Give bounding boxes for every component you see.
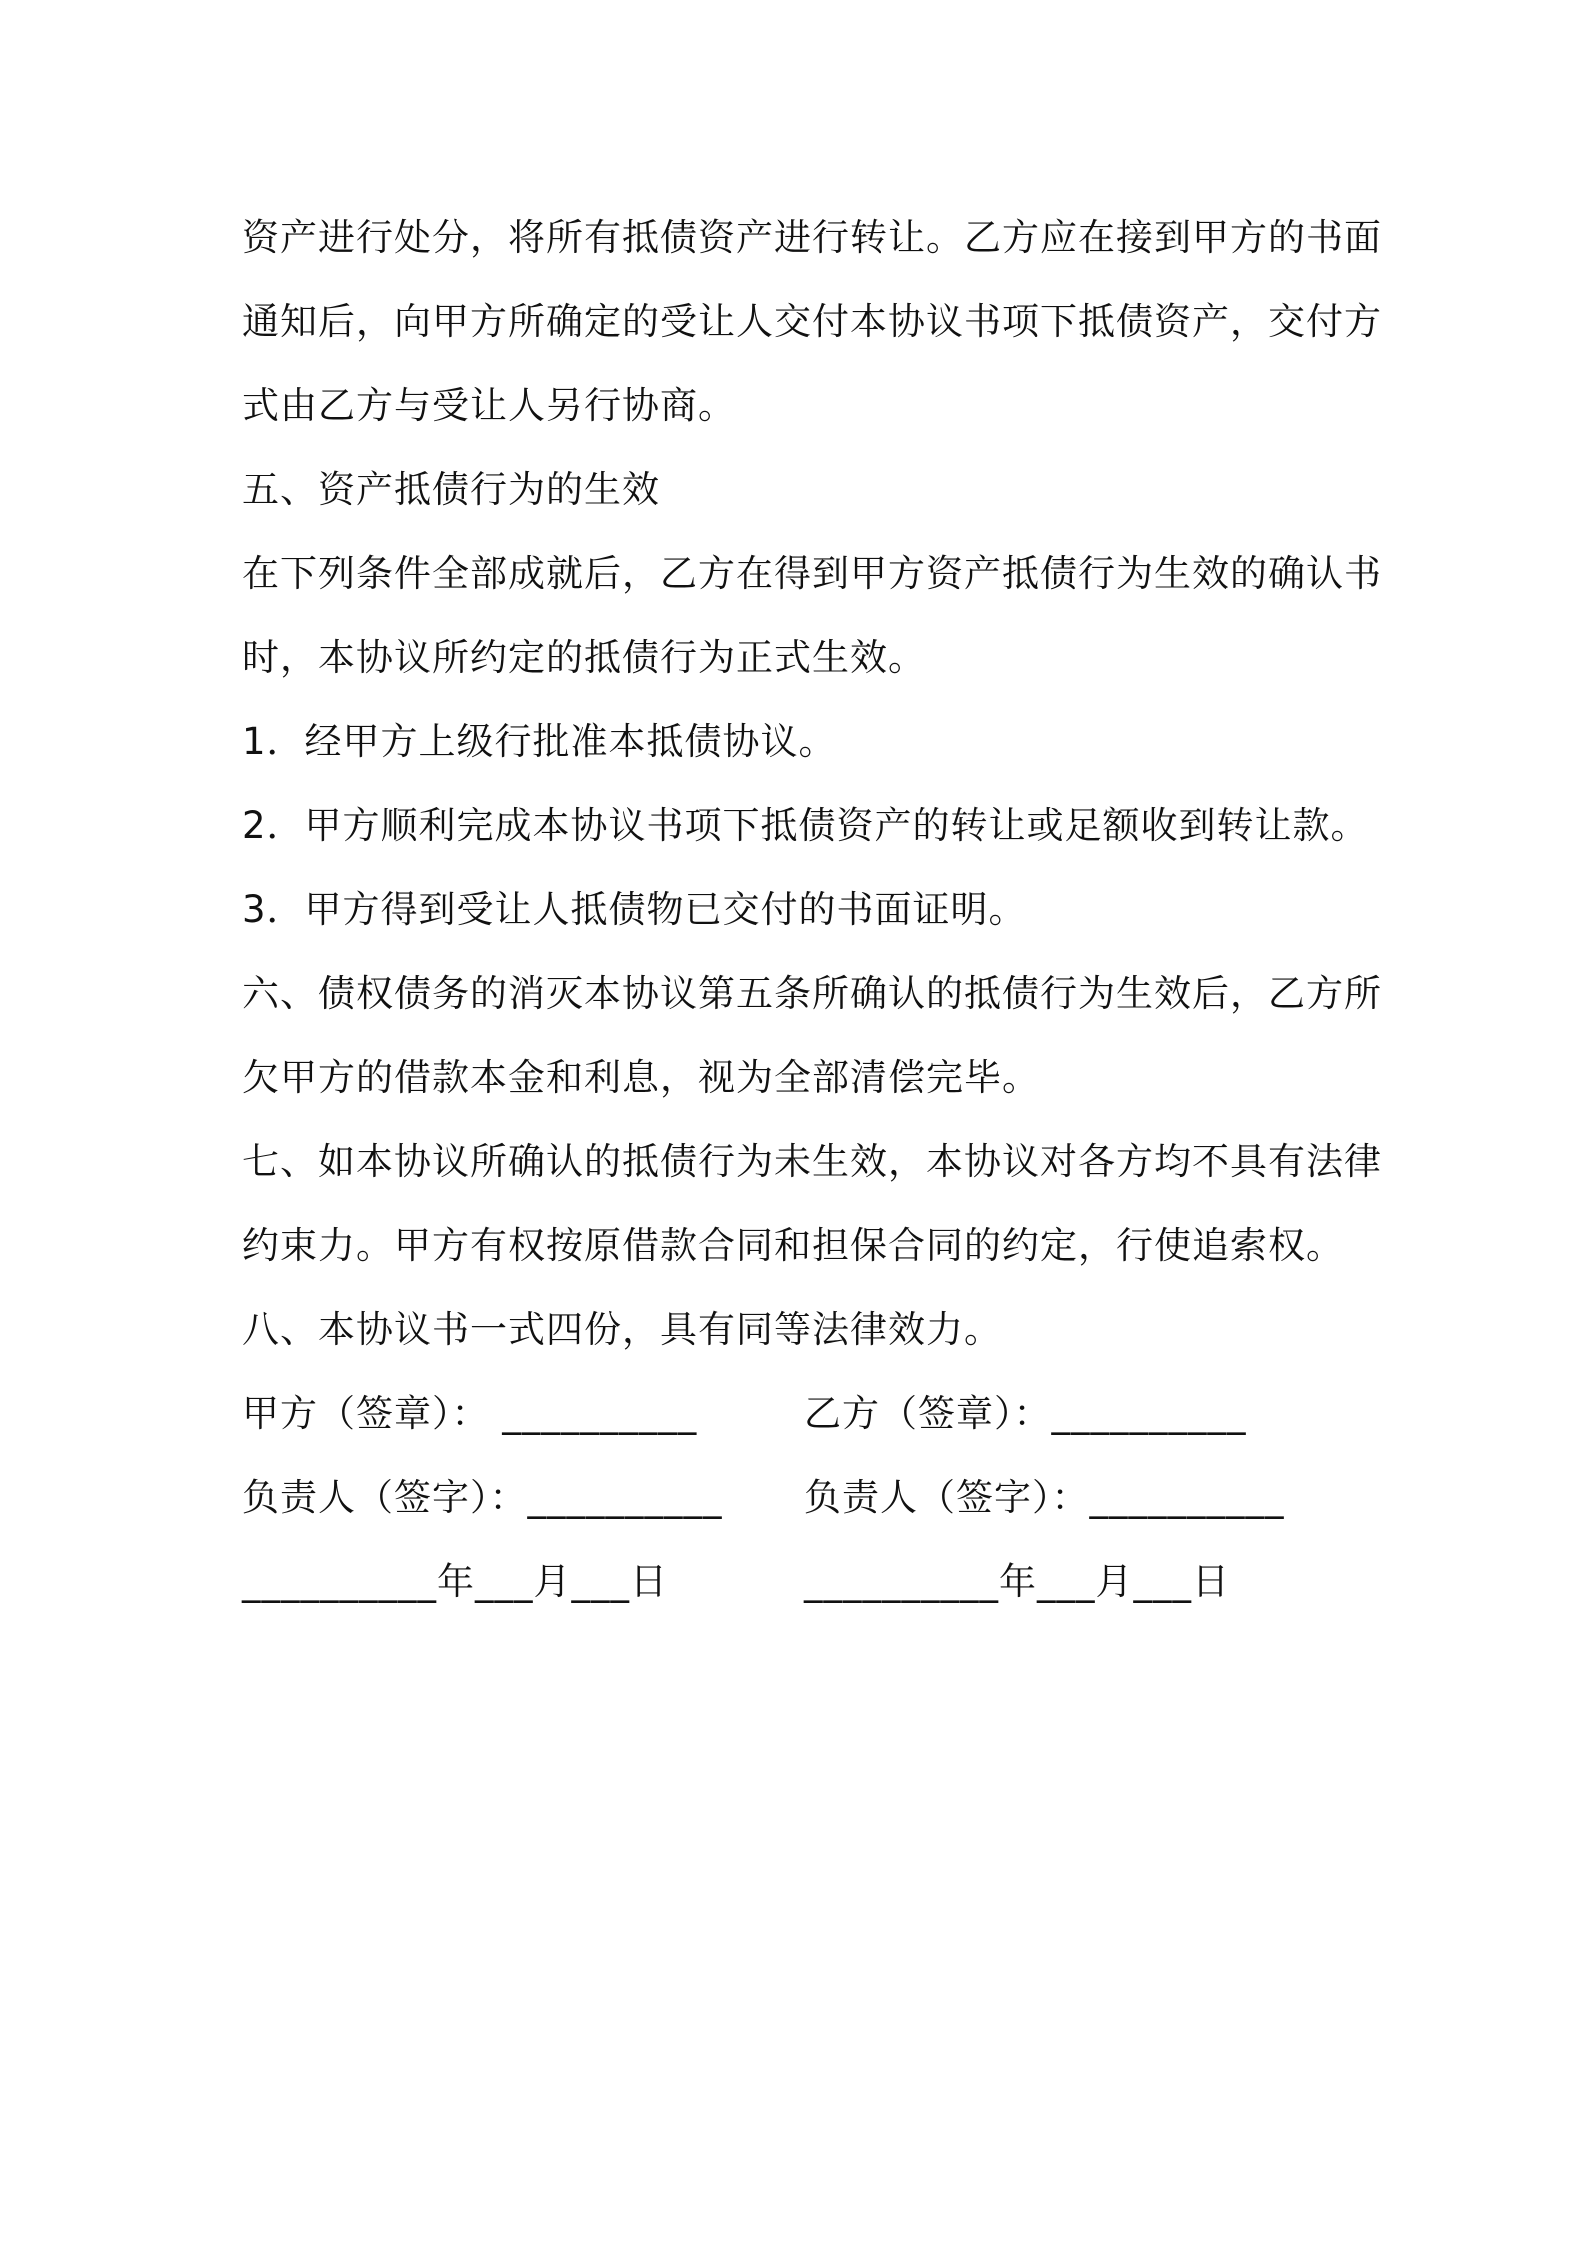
- party-a-person-field: 负责人（签字）：__________: [242, 1476, 723, 1519]
- paragraph-line: 八、本协议书一式四份，具有同等法律效力。: [242, 1308, 1002, 1351]
- party-a-seal-field: 甲方（签章）： __________: [242, 1392, 698, 1435]
- paragraph-line: 七、如本协议所确认的抵债行为未生效，本协议对各方均不具有法律: [242, 1140, 1382, 1183]
- section-heading: 五、资产抵债行为的生效: [242, 468, 660, 511]
- signature-row-date: [242, 1540, 1362, 1624]
- paragraph-line: 欠甲方的借款本金和利息，视为全部清偿完毕。: [242, 1056, 1040, 1099]
- document-body: [242, 196, 1382, 1624]
- paragraph-line: 约束力。甲方有权按原借款合同和担保合同的约定，行使追索权。: [242, 1224, 1344, 1267]
- paragraph-line: 时，本协议所约定的抵债行为正式生效。: [242, 636, 926, 679]
- signature-row-seal: [242, 1372, 1362, 1456]
- condition-item: 2．甲方顺利完成本协议书项下抵债资产的转让或足额收到转让款。: [242, 804, 1369, 847]
- paragraph-line: 在下列条件全部成就后，乙方在得到甲方资产抵债行为生效的确认书: [242, 552, 1382, 595]
- party-b-person-field: 负责人（签字）：__________: [804, 1476, 1285, 1519]
- condition-item: 3．甲方得到受让人抵债物已交付的书面证明。: [242, 888, 1027, 931]
- paragraph-line: 式由乙方与受让人另行协商。: [242, 384, 736, 427]
- paragraph-line: 资产进行处分，将所有抵债资产进行转让。乙方应在接到甲方的书面: [242, 216, 1382, 259]
- paragraph-line: 六、债权债务的消灭本协议第五条所确认的抵债行为生效后，乙方所: [242, 972, 1382, 1015]
- signature-row-person: [242, 1456, 1362, 1540]
- party-b-date-field: __________年___月___日: [804, 1560, 1230, 1603]
- party-b-seal-field: 乙方（签章）：__________: [804, 1392, 1247, 1435]
- condition-item: 1．经甲方上级行批准本抵债协议。: [242, 720, 837, 763]
- paragraph-line: 通知后，向甲方所确定的受让人交付本协议书项下抵债资产，交付方: [242, 300, 1382, 343]
- party-a-date-field: __________年___月___日: [242, 1560, 668, 1603]
